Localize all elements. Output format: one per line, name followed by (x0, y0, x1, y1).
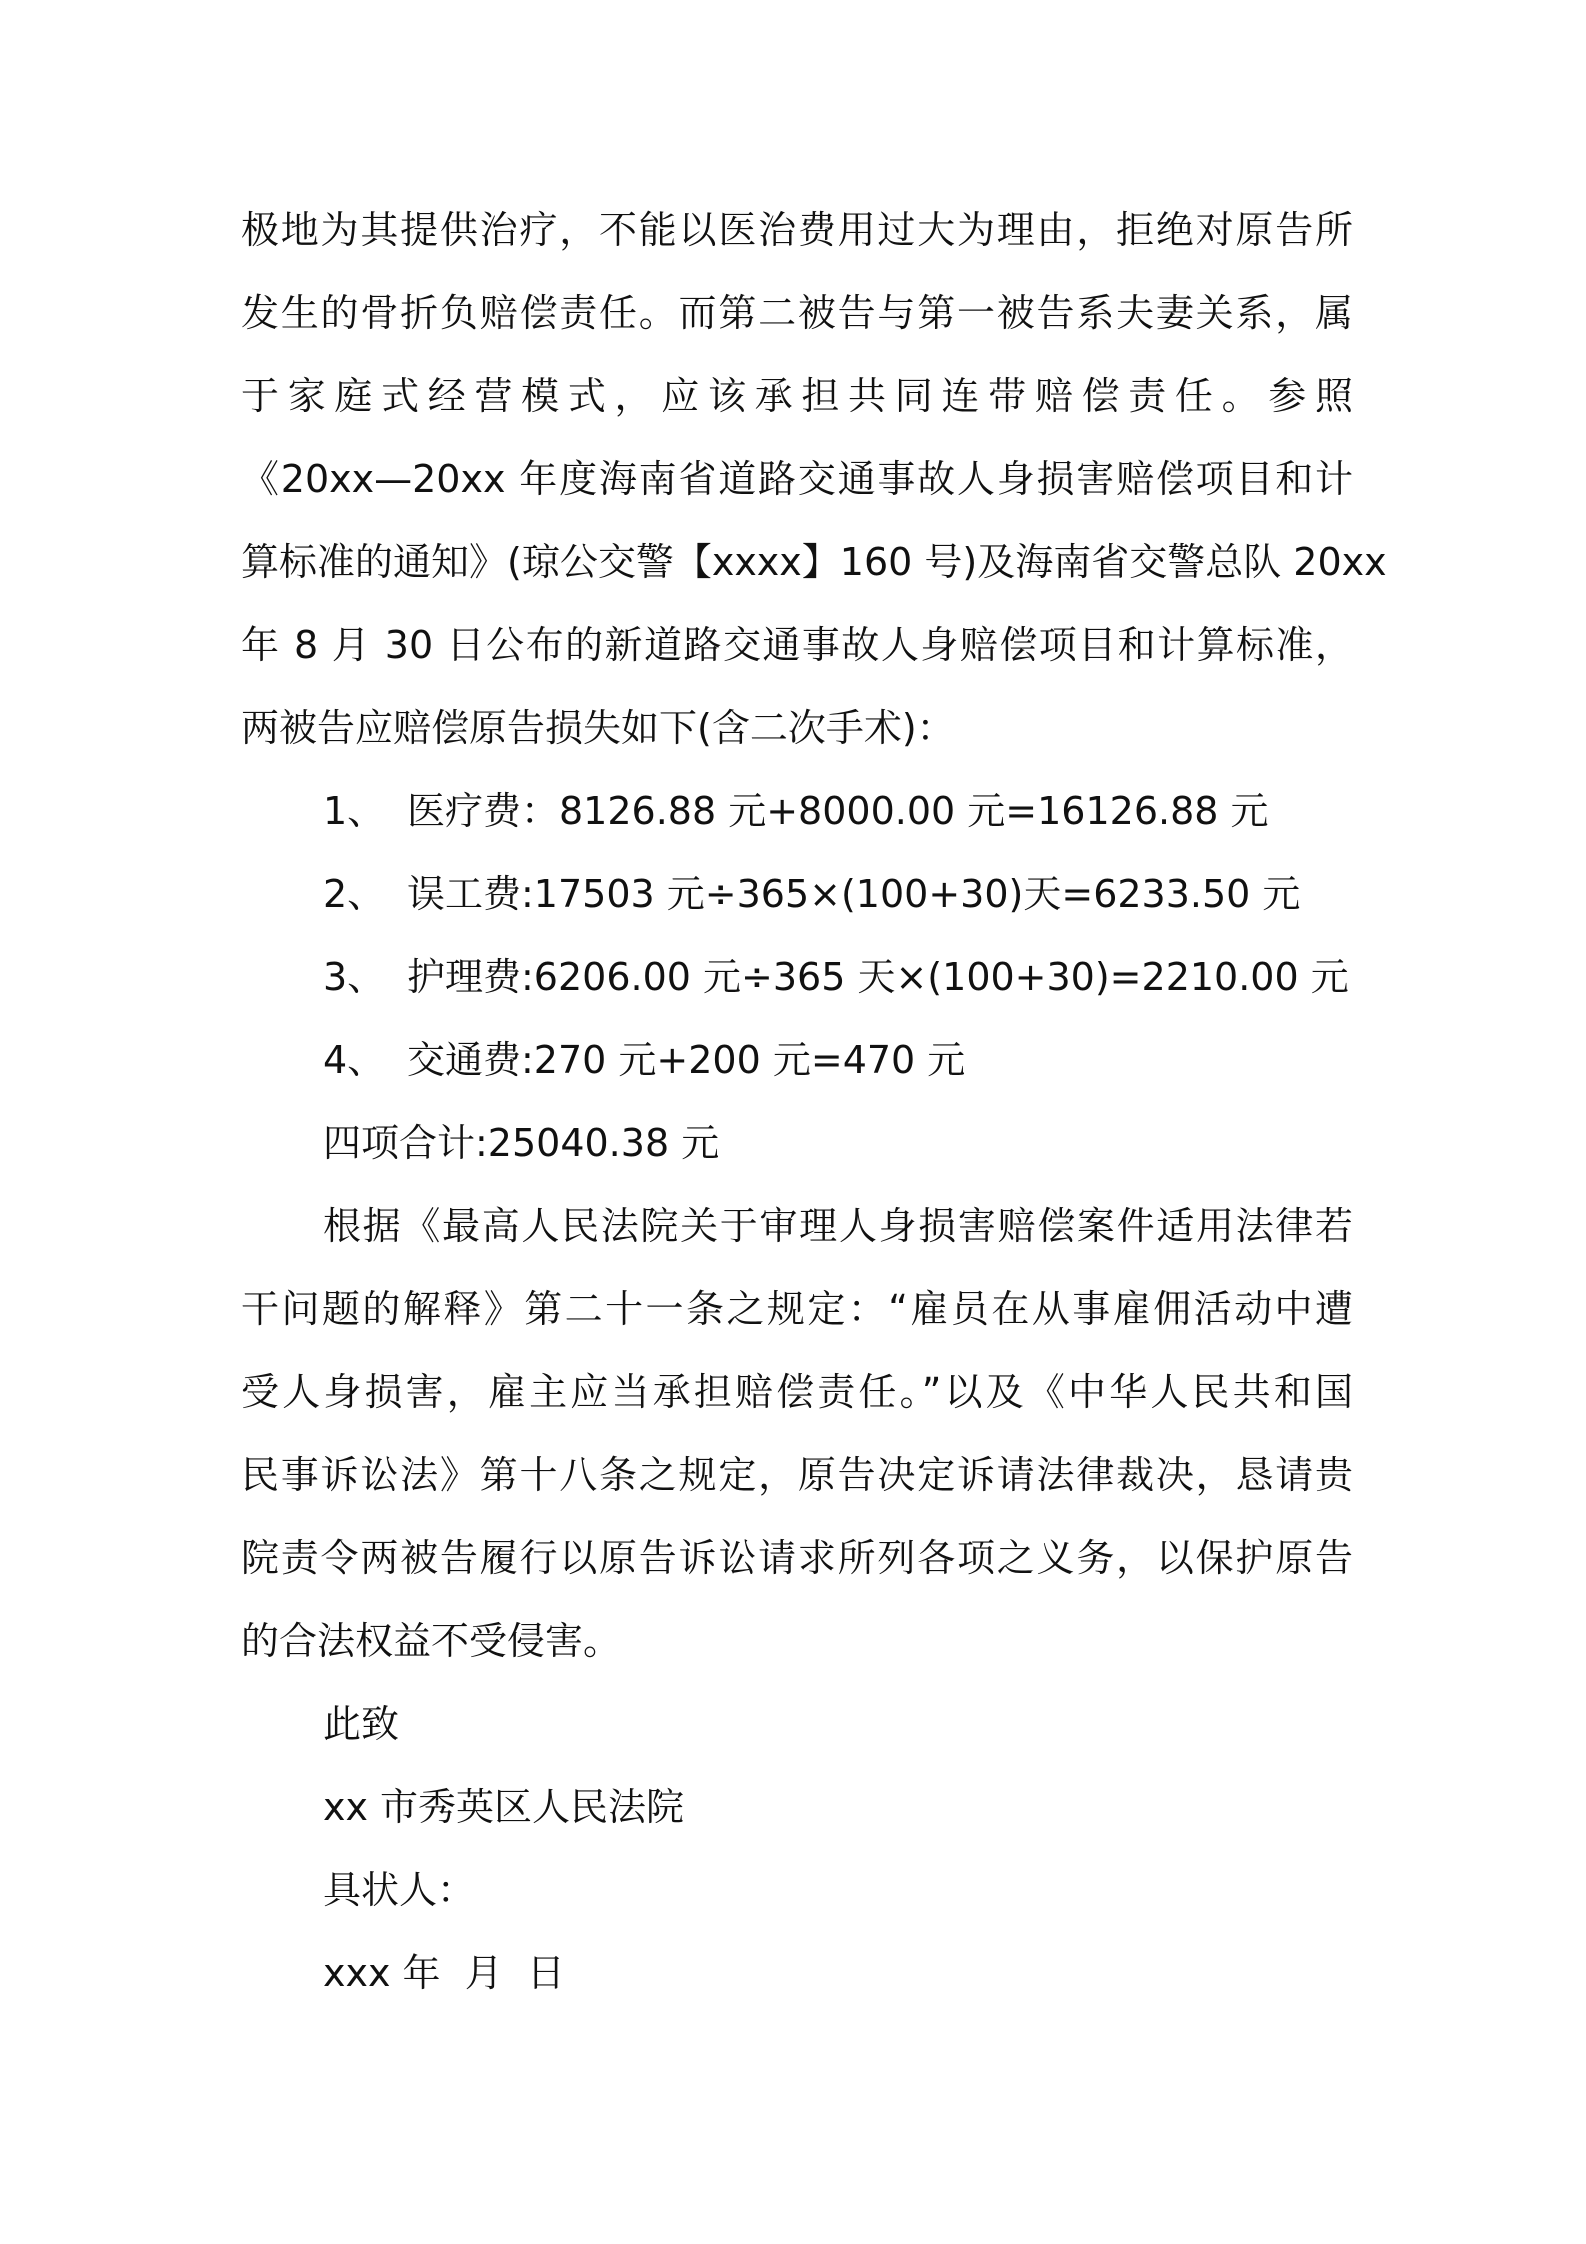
item-number: 4、 (323, 1038, 386, 1082)
item-number: 3、 (323, 955, 386, 999)
paragraph-2-line-2: 干问题的解释》第二十一条之规定：“雇员在从事雇佣活动中遭 (241, 1287, 1353, 1331)
item-text: 交通费:270 元+200 元=470 元 (407, 1038, 966, 1082)
item-text: 医疗费：8126.88 元+8000.00 元=16126.88 元 (407, 789, 1269, 833)
total-amount: 四项合计:25040.38 元 (323, 1121, 720, 1165)
paragraph-2-line-1: 根据《最高人民法院关于审理人身损害赔偿案件适用法律若 (323, 1204, 1353, 1248)
paragraph-1-line-3: 于家庭式经营模式，应该承担共同连带赔偿责任。参照 (241, 374, 1353, 418)
closing-salutation: 此致 (323, 1702, 400, 1746)
paragraph-1-line-6: 年 8 月 30 日公布的新道路交通事故人身赔偿项目和计算标准， (241, 623, 1353, 667)
item-number: 1、 (323, 789, 386, 833)
paragraph-1-line-2: 发生的骨折负赔偿责任。而第二被告与第一被告系夫妻关系，属 (241, 291, 1353, 335)
paragraph-1-line-5: 算标准的通知》(琼公交警【xxxx】160 号)及海南省交警总队 20xx (241, 540, 1387, 584)
paragraph-2-line-4: 民事诉讼法》第十八条之规定，原告决定诉请法律裁决，恳请贵 (241, 1453, 1353, 1497)
paragraph-1-line-7: 两被告应赔偿原告损失如下(含二次手术)： (241, 706, 955, 750)
item-number: 2、 (323, 872, 386, 916)
paragraph-2-line-5: 院责令两被告履行以原告诉讼请求所列各项之义务，以保护原告 (241, 1536, 1353, 1580)
court-name: xx 市秀英区人民法院 (323, 1785, 685, 1829)
item-text: 护理费:6206.00 元÷365 天×(100+30)=2210.00 元 (407, 955, 1349, 999)
date-line: xxx 年 月 日 (323, 1951, 565, 1995)
paragraph-2-line-3: 受人身损害，雇主应当承担赔偿责任。”以及《中华人民共和国 (241, 1370, 1353, 1414)
signer-label: 具状人： (323, 1868, 476, 1912)
paragraph-1-line-4: 《20xx—20xx 年度海南省道路交通事故人身损害赔偿项目和计 (241, 457, 1353, 501)
paragraph-2-line-6: 的合法权益不受侵害。 (241, 1619, 622, 1663)
paragraph-1-line-1: 极地为其提供治疗，不能以医治费用过大为理由，拒绝对原告所 (241, 208, 1353, 252)
item-text: 误工费:17503 元÷365×(100+30)天=6233.50 元 (407, 872, 1301, 916)
